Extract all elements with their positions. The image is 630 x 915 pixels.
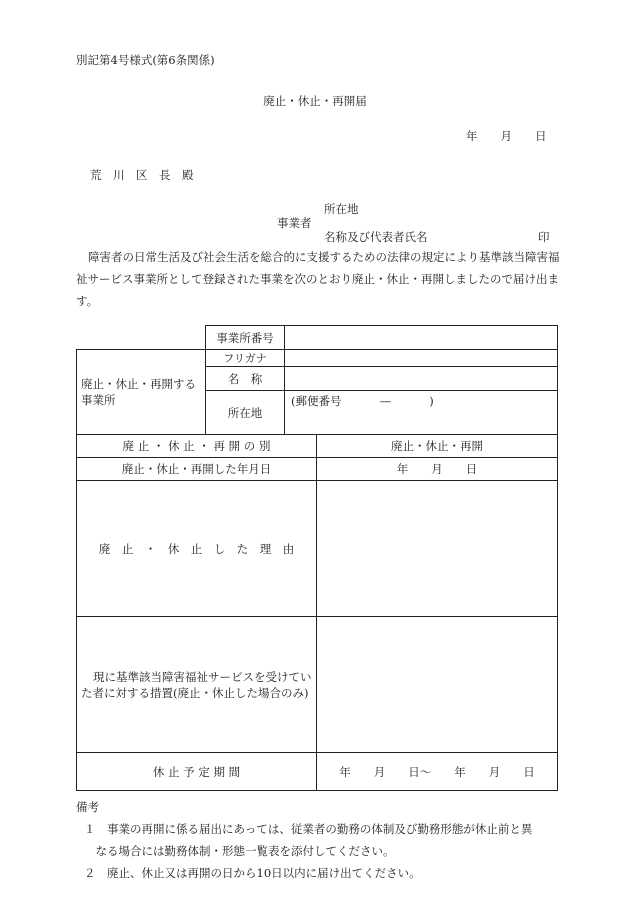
note-2: ２ 廃止、休止又は再開の日から10日以内に届け出てください。	[84, 866, 421, 880]
notes-heading: 備考	[76, 800, 99, 814]
applicant-label: 事業者	[277, 216, 312, 230]
suspension-period-label: 休 止 予 定 期 間	[77, 753, 317, 791]
office-number-input[interactable]	[285, 326, 558, 350]
form-reference: 別記第4号様式(第6条関係)	[76, 53, 215, 67]
date-label: 廃止・休止・再開した年月日	[77, 458, 317, 481]
intro-paragraph: 障害者の日常生活及び社会生活を総合的に支援するための法律の規定により基準該当障害福祉サービス事業所として登録された事業を次のとおり廃止・休止・再開しましたので届け出ます。	[76, 250, 560, 308]
furigana-input[interactable]	[285, 350, 558, 367]
submission-date: 年 月 日	[466, 129, 547, 143]
type-label: 廃 止 ・ 休 止 ・ 再 開 の 別	[77, 435, 317, 458]
date-value[interactable]: 年 月 日	[317, 458, 558, 481]
measures-input[interactable]	[317, 617, 558, 753]
facility-name-input[interactable]	[285, 367, 558, 391]
reason-input[interactable]	[317, 481, 558, 617]
reason-label: 廃 止 ・ 休 止 し た 理 由	[77, 481, 317, 617]
postal-code-text: (郵便番号 — )	[291, 394, 434, 408]
measures-label: 現に基準該当障害福祉サービスを受けていた者に対する措置(廃止・休止した場合のみ)	[77, 617, 317, 753]
document-title: 廃止・休止・再開届	[263, 94, 367, 108]
notification-table	[76, 325, 558, 791]
addressee: 荒 川 区 長 殿	[90, 168, 194, 182]
office-number-label: 事業所番号	[206, 326, 285, 350]
note-1-line-2: なる場合には勤務体制・形態一覧表を添付してください。	[84, 844, 395, 858]
facility-address-label: 所在地	[206, 391, 285, 435]
suspension-period-value[interactable]: 年 月 日〜 年 月 日	[317, 753, 558, 791]
furigana-label: フリガナ	[206, 350, 285, 367]
applicant-address-label: 所在地	[324, 202, 359, 216]
note-1-line-1: １ 事業の再開に係る届出にあっては、従業者の勤務の体制及び勤務形態が休止前と異	[84, 822, 533, 836]
type-value[interactable]: 廃止・休止・再開	[317, 435, 558, 458]
applicant-name-label: 名称及び代表者氏名	[324, 230, 428, 244]
seal-mark: 印	[538, 230, 550, 244]
facility-address-input[interactable]	[285, 391, 558, 435]
notes-section	[76, 796, 560, 884]
facility-name-label: 名 称	[206, 367, 285, 391]
facility-label: 廃止・休止・再開する事業所	[77, 350, 206, 435]
